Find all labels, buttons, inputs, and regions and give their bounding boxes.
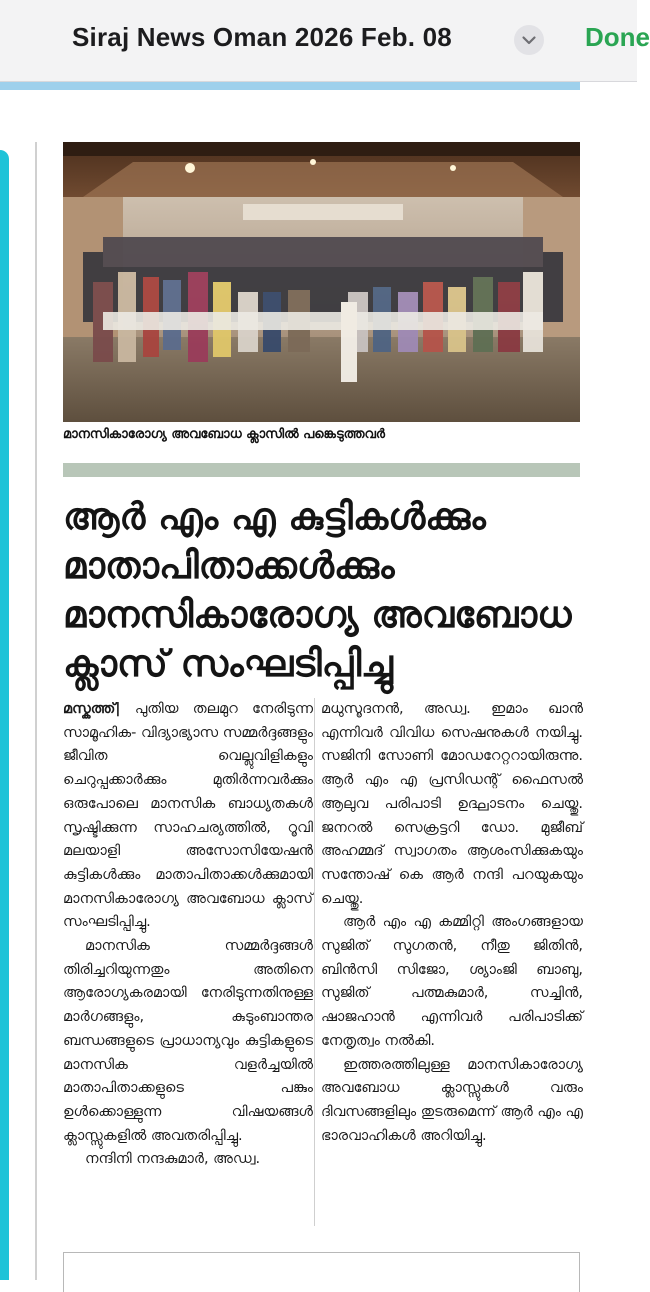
headline-line: ക്ലാസ് സംഘടിപ്പിച്ചു: [63, 642, 393, 685]
page-edge-line: [35, 142, 37, 1280]
article-body: [63, 698, 583, 1228]
viewer-top-bar: [0, 0, 650, 82]
headline-line: ആർ എം എ കുട്ടികൾക്കും: [63, 495, 486, 538]
article-column-left: [63, 698, 313, 1172]
accent-strip: [0, 82, 580, 90]
sidebar-accent: [0, 150, 9, 1280]
article-dateline: മസ്കത്ത്|: [63, 701, 121, 717]
done-button[interactable]: Done: [585, 22, 650, 52]
title-dropdown-button[interactable]: [514, 25, 544, 55]
document-title[interactable]: Siraj News Oman 2026 Feb. 08: [72, 22, 452, 52]
headline-line: മാനസികാരോഗ്യ അവബോധ: [63, 593, 572, 636]
article-paragraph: ഇത്തരത്തിലുള്ള മാനസികാരോഗ്യ അവബോധ ക്ലാസ്സുകൾ വരും ദിവസങ്ങളിലും തുടരുമെന്ന് ആർ എം എ ഭാരവാഹികൾ അറിയിച്ചു.: [321, 1056, 583, 1144]
article-paragraph: മസ്കത്ത്| പുതിയ തലമുറ നേരിടുന്ന സാമൂഹിക- വിദ്യാഭ്യാസ സമ്മർദ്ദങ്ങളും ജീവിത വെല്ലുവിളികളും ചെറുപ്പക്കാർക്കും മുതിർന്നവർക്കും ഒരുപോലെ മാനസിക ബാധ്യതകൾ സൃഷ്ടിക്കുന്ന സാഹചര്യത്തിൽ, റൂവി മലയാളി അസോസിയേഷൻ കുട്ടികൾക്കും മാതാപിതാക്കൾക്കുമായി മാനസികാരോഗ്യ അവബോധ ക്ലാസ് സംഘടിപ്പിച്ചു.: [63, 701, 313, 931]
article-paragraph: നന്ദിനി നന്ദകുമാർ, അഡ്വ.: [85, 1151, 261, 1168]
photo-caption: മാനസികാരോഗ്യ അവബോധ ക്ലാസിൽ പങ്കെടുത്തവർ: [63, 427, 385, 442]
section-divider: [63, 463, 580, 477]
headline-line: മാതാപിതാക്കൾക്കും: [63, 544, 395, 587]
group-photo: [63, 142, 580, 422]
article-paragraph: ആർ എം എ കമ്മിറ്റി അംഗങ്ങളായ സുജിത് സുഗതൻ, നീതു ജിതിൻ, ബിൻസി സിജോ, ശ്യാംജി ബാബു, സുജിത് പത്മകുമാർ, സച്ചിൻ, ഷാജഹാൻ എന്നിവർ പരിപാടിക്ക് നേതൃത്വം നൽകി.: [321, 914, 583, 1049]
article-column-right: [321, 698, 583, 1148]
next-article-box: [63, 1252, 580, 1292]
article-headline: [63, 492, 583, 688]
column-rule: [314, 698, 315, 1226]
page-right-margin: [580, 90, 637, 1280]
chevron-down-icon: [522, 36, 536, 45]
article-paragraph: മാനസിക സമ്മർദ്ദങ്ങൾ തിരിച്ചറിയുന്നതും അതിനെ ആരോഗ്യകരമായി നേരിടുന്നതിനുള്ള മാർഗങ്ങളും, കുടുംബാന്തര ബന്ധങ്ങളുടെ പ്രാധാന്യവും കുട്ടികളുടെ മാനസിക വളർച്ചയിൽ മാതാപിതാക്കളുടെ പങ്കും ഉൾക്കൊള്ളുന്ന വിഷയങ്ങൾ ക്ലാസ്സുകളിൽ അവതരിപ്പിച്ചു.: [63, 938, 313, 1144]
article-paragraph: മധുസൂദനൻ, അഡ്വ. ഇമാം ഖാൻ എന്നിവർ വിവിധ സെഷനുകൾ നയിച്ചു. സജിനി സോണി മോഡറേറ്ററായിരുന്നു. ആർ എം എ പ്രസിഡന്റ് ഫൈസൽ ആലുവ പരിപാടി ഉദ്ഘാടനം ചെയ്തു. ജനറൽ സെക്രട്ടറി ഡോ. മുജീബ് അഹമ്മദ് സ്വാഗതം ആശംസിക്കുകയും സന്തോഷ് കെ ആർ നന്ദി പറയുകയും ചെയ്തു.: [321, 701, 583, 907]
